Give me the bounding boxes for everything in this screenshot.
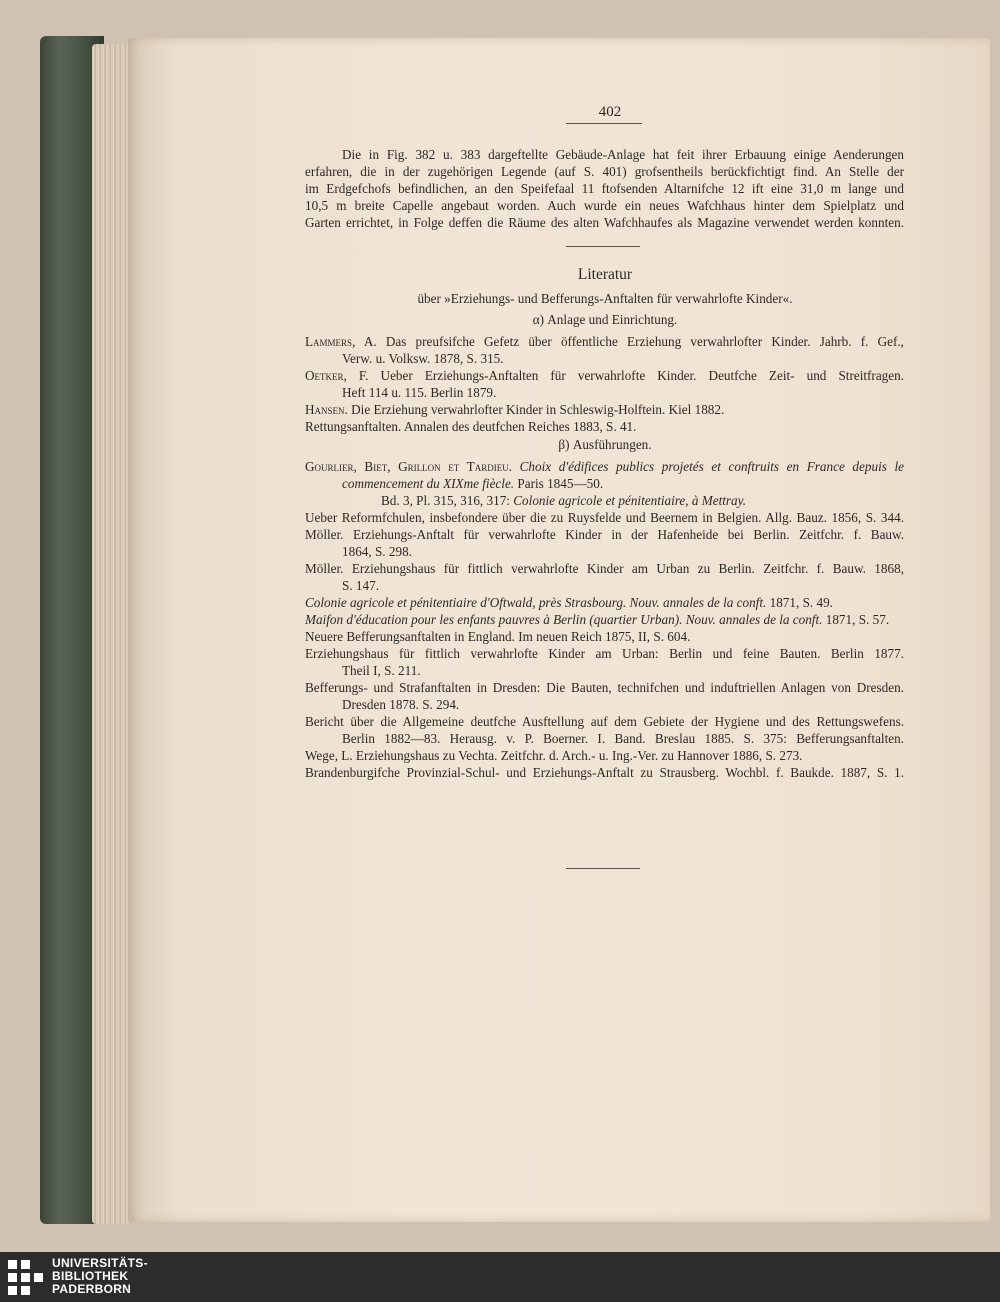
entry-text: Ueber Erziehungs-Anftalten für verwahrlofte Kinder. Deutfche Zeit- und Streitfragen.: [380, 368, 905, 383]
entry-urban-cont: Theil I, S. 211.: [342, 663, 421, 678]
entry-title: Choix d'édifices publics projetés et conftruits en France depuis le: [519, 459, 904, 474]
entry-moeller-1: Möller. Erziehungs-Anftalt für verwahrlofte Kinder in der Hafenheide bei Berlin. Zeitfchr. f. Bauw.: [305, 527, 904, 542]
entry-rettungsanstalten: Rettungsanftalten. Annalen des deutfchen Reiches 1883, S. 41.: [305, 419, 637, 434]
library-logo: [8, 1260, 44, 1296]
entry-sub-plain: Bd. 3, Pl. 315, 316, 317:: [381, 493, 510, 508]
entry-author: Hansen.: [305, 402, 348, 417]
entry-plain: 1871, S. 57.: [825, 612, 890, 627]
intro-line-4: 10,5 m breite Capelle angebaut worden. Auch wurde ein neues Wafchhaus hinter dem Spielplatz und: [305, 198, 904, 213]
section-divider: [566, 246, 640, 247]
entry-text: Das preufsifche Gefetz über öffentliche Erziehung verwahrlofter Kinder. Jahrb. f. Gef.,: [385, 334, 904, 349]
entry-maison: [305, 611, 889, 628]
intro-line-1: Die in Fig. 382 u. 383 dargeftellte Gebäude-Anlage hat feit ihrer Erbauung einige Aenderungen: [342, 147, 904, 162]
literature-subtitle: über »Erziehungs- und Befferungs-Anftalten für verwahrlofte Kinder«.: [417, 291, 793, 306]
intro-line-3: im Erdgefchofs befindlichen, an den Speifefaal 11 ftofsenden Altarnifche 12 ift eine 31,0 m lange und: [305, 181, 904, 196]
library-name: [52, 1257, 148, 1296]
page-number: 402: [598, 104, 622, 120]
intro-line-5: Garten errichtet, in Folge deffen die Räume des alten Wafchhaufes als Magazine verwendet werden konnten.: [305, 215, 904, 230]
library-name-line-3: PADERBORN: [52, 1282, 132, 1296]
entry-plain: 1871, S. 49.: [769, 595, 833, 610]
entry-lammers: [305, 333, 904, 350]
entry-gourlier-cont: [342, 475, 603, 492]
page-edges: [92, 44, 132, 1224]
library-footer: [0, 1252, 1000, 1302]
entry-dresden: Befferungs- und Strafanftalten in Dresden: Die Bauten, technifchen und induftriellen Anlagen von Dresden.: [305, 680, 904, 695]
library-name-line-1: UNIVERSITÄTS-: [52, 1256, 148, 1270]
entry-author: Gourlier, Biet, Grillon et Tardieu.: [305, 459, 512, 474]
entry-reformschulen: Ueber Reformfchulen, insbefondere über die zu Ruysfelde und Beernem in Belgien. Allg. Bauz. 1856, S. 344.: [305, 510, 904, 525]
intro-line-2: erfahren, die in der zugehörigen Legende (auf S. 401) grofsentheils berückfichtigt find. An Stelle der: [305, 164, 904, 179]
section-beta-heading: β) Ausführungen.: [558, 437, 652, 452]
entry-ostwald: [305, 594, 833, 611]
entry-moeller-1-cont: 1864, S. 298.: [342, 544, 412, 559]
entry-urban: Erziehungshaus für fittlich verwahrlofte Kinder am Urban: Berlin und feine Bauten. Berlin 1877.: [305, 646, 904, 661]
entry-bericht: Bericht über die Allgemeine deutfche Ausftellung auf dem Gebiete der Hygiene und des Rettungswefens.: [305, 714, 904, 729]
entry-moeller-2-cont: S. 147.: [342, 578, 380, 593]
entry-england: Neuere Befferungsanftalten in England. Im neuen Reich 1875, II, S. 604.: [305, 629, 691, 644]
page-number-rule: [566, 123, 642, 124]
entry-oetker: [305, 367, 904, 384]
entry-gourlier-sub: [381, 492, 746, 509]
entry-gourlier: [305, 458, 904, 475]
entry-author: Oetker, F.: [305, 368, 369, 383]
entry-italic: Colonie agricole et pénitentiaire d'Oftwald, près Strasbourg. Nouv. annales de la conft.: [305, 595, 767, 610]
entry-text: Die Erziehung verwahrlofter Kinder in Schleswig-Holftein. Kiel 1882.: [351, 402, 725, 417]
entry-hansen: [305, 401, 724, 418]
entry-moeller-2: Möller. Erziehungshaus für fittlich verwahrlofte Kinder am Urban zu Berlin. Zeitfchr. f. Bauw. 1868,: [305, 561, 904, 576]
entry-title-cont: commencement du XIXme fiècle.: [342, 476, 515, 491]
entry-dresden-cont: Dresden 1878. S. 294.: [342, 697, 460, 712]
entry-author: Lammers, A.: [305, 334, 377, 349]
library-name-line-2: BIBLIOTHEK: [52, 1269, 129, 1283]
entry-lammers-cont: Verw. u. Volksw. 1878, S. 315.: [342, 351, 504, 366]
literature-title: Literatur: [577, 266, 633, 283]
section-alpha-heading: α) Anlage und Einrichtung.: [532, 312, 678, 327]
entry-imprint: Paris 1845—50.: [517, 476, 604, 491]
entry-oetker-cont: Heft 114 u. 115. Berlin 1879.: [342, 385, 497, 400]
entry-brandenburg: Brandenburgifche Provinzial-Schul- und Erziehungs-Anftalt zu Strausberg. Wochbl. f. Baukde. 1887, S. 1.: [305, 765, 904, 780]
end-divider: [566, 868, 640, 869]
entry-wege: Wege, L. Erziehungshaus zu Vechta. Zeitfchr. d. Arch.- u. Ing.-Ver. zu Hannover 1886, S. 273.: [305, 748, 803, 763]
entry-bericht-cont: Berlin 1882—83. Herausg. v. P. Boerner. I. Band. Breslau 1885. S. 375: Befferungsanftalten.: [342, 731, 904, 746]
entry-italic: Maifon d'éducation pour les enfants pauvres à Berlin (quartier Urban). Nouv. annales de la conft.: [305, 612, 823, 627]
entry-sub-italic: Colonie agricole et pénitentiaire, à Mettray.: [513, 493, 747, 508]
